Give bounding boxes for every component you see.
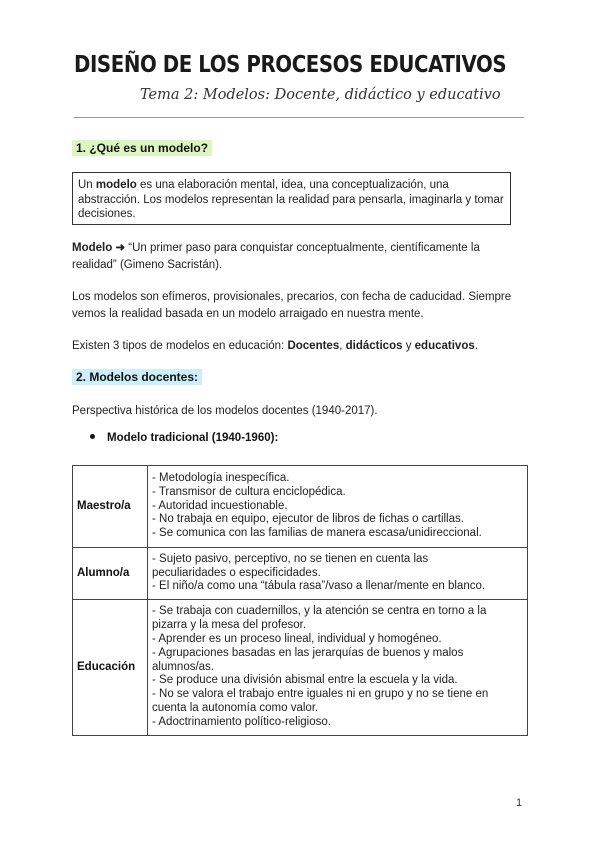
bullet-text: Modelo tradicional (1940-1960):: [107, 432, 279, 444]
table-line: - No trabaja en equipo, ejecutor de libros de fichas o cartillas.: [152, 513, 464, 526]
quote-text: “Un primer paso para conquistar conceptualmente, científicamente la realidad” (Gimeno Sacristán).: [72, 242, 480, 271]
type-educativos: educativos: [414, 340, 475, 352]
definition-box: [72, 172, 511, 225]
row-content-alumno: [148, 548, 528, 600]
page-number: 1: [516, 797, 523, 809]
document-subtitle: Tema 2: Modelos: Docente, didáctico y educativo: [140, 87, 501, 103]
table-line: - Se trabaja con cuadernillos, y la atención se centra en torno a la: [152, 605, 487, 618]
row-content-educacion: [148, 600, 528, 736]
quote-term: Modelo: [72, 242, 113, 254]
table-row: [73, 600, 528, 736]
section-heading-1: [72, 141, 212, 155]
section2-intro: Perspectiva histórica de los modelos docentes (1940-2017).: [72, 405, 378, 417]
table-line: - Sujeto pasivo, perceptivo, no se tienen en cuenta las: [152, 552, 429, 565]
section-heading-2-text: 2. Modelos docentes:: [72, 369, 202, 385]
header-divider: [74, 117, 524, 118]
table-line: - Autoridad incuestionable.: [152, 499, 288, 512]
quote-paragraph: [72, 240, 527, 274]
definition-text: es una elaboración mental, idea, una conceptualización, una abstracción. Los modelos representan la realidad para pensarla, imaginarla y tomar decisiones.: [78, 179, 504, 220]
table-line: - El niño/a como una “tábula rasa”/vaso a llenar/mente en blanco.: [152, 580, 486, 593]
types-suffix: .: [474, 340, 478, 352]
bullet-modelo-tradicional: [90, 432, 278, 444]
table-line: - Se comunica con las familias de manera escasa/unidireccional.: [152, 527, 482, 540]
row-label-maestro: Maestro/a: [73, 466, 148, 548]
definition-lead: Un: [78, 179, 93, 191]
definition-term: modelo: [95, 179, 137, 191]
table-line: cuenta la autonomía como valor.: [152, 701, 319, 714]
models-paragraph: Los modelos son efímeros, provisionales, precarios, con fecha de caducidad. Siempre vemos la realidad basada en un modelo arraigado en nuestra mente.: [72, 291, 512, 320]
types-sep1: ,: [339, 340, 346, 352]
table-line: peculiaridades o especificidades.: [152, 566, 321, 579]
table-line: - No se valora el trabajo entre iguales ni en grupo y no se tiene en: [152, 688, 489, 701]
table-line: - Transmisor de cultura enciclopédica.: [152, 485, 346, 498]
table-line: - Metodología inespecífica.: [152, 472, 290, 484]
types-prefix: Existen 3 tipos de modelos en educación:: [72, 340, 288, 352]
section-heading-2: [72, 370, 202, 384]
row-content-maestro: [148, 466, 528, 548]
table-line: - Adoctrinamiento político-religioso.: [152, 715, 331, 728]
types-paragraph: [72, 338, 527, 355]
document-title: DISEÑO DE LOS PROCESOS EDUCATIVOS: [74, 52, 507, 78]
model-table: [72, 465, 528, 736]
bullet-dot-icon: [90, 434, 95, 439]
table-line: pizarra y la mesa del profesor.: [152, 619, 307, 632]
type-didacticos: didácticos: [345, 340, 403, 352]
section-heading-1-text: 1. ¿Qué es un modelo?: [72, 140, 212, 156]
row-label-educacion: Educación: [73, 600, 148, 736]
type-docentes: Docentes: [287, 340, 340, 352]
table-line: - Aprender es un proceso lineal, individual y homogéneo.: [152, 633, 442, 645]
row-label-alumno: Alumno/a: [73, 548, 148, 600]
arrow-icon: ➜: [112, 242, 129, 254]
table-row: [73, 548, 528, 600]
types-sep2: y: [402, 340, 415, 352]
table-line: - Agrupaciones basadas en las jerarquías de buenos y malos: [152, 646, 464, 659]
table-row: [73, 466, 528, 548]
table-line: - Se produce una división abismal entre la escuela y la vida.: [152, 674, 458, 687]
table-line: alumnos/as.: [152, 660, 215, 673]
